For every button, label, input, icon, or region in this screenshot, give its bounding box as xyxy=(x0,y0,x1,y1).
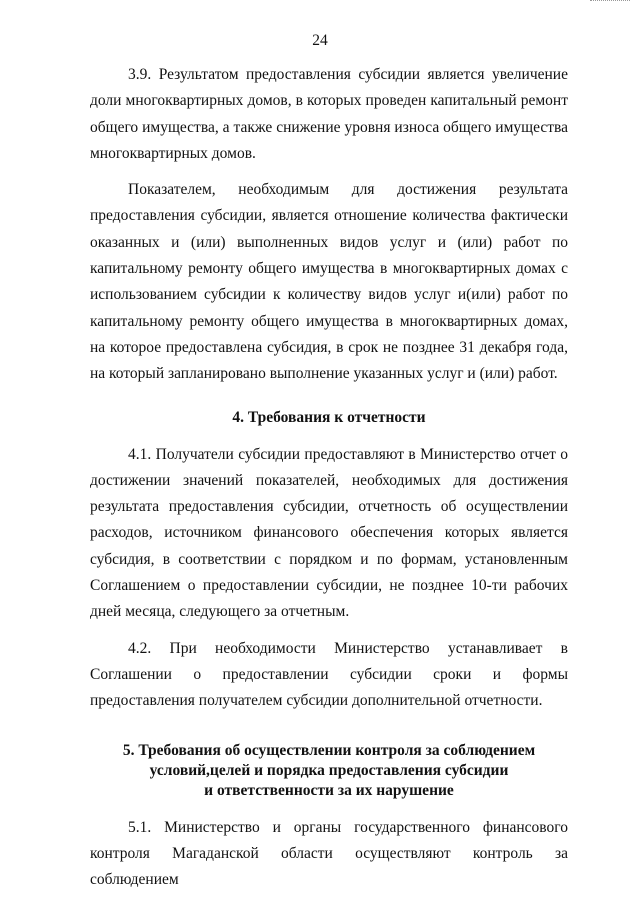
section-5-heading-line-3: и ответственности за их нарушение xyxy=(204,781,454,799)
paragraph-4-2: 4.2. При необходимости Министерство устанавливает в Соглашении о предоставлении субсидии сроки и формы предоставления получателем субсидии дополнительной отчетности. xyxy=(90,639,568,710)
section-5-heading xyxy=(90,741,568,801)
section-5-heading-line-1: 5. Требования об осуществлении контроля за соблюдением xyxy=(122,741,536,759)
paragraph-3-9: 3.9. Результатом предоставления субсидии является увеличение доли многоквартирных домов, в которых проведен капитальный ремонт общего имущества, а также снижение уровня износа общего имущества многоквартирных домов. xyxy=(90,66,568,162)
page-number: 24 xyxy=(312,32,328,49)
paragraph-indicator: Показателем, необходимым для достижения результата предоставления субсидии, является отношение количества фактически оказанных и (или) выполненных видов услуг и (или) работ по капитальному ремонту общего имущества в многоквартирных домах с использованием субсидии к количеству видов услуг и(или) работ по капитальному ремонту общего имущества в многоквартирных домах, на которое предоставлена субсидия, в срок не позднее 31 декабря года, на который запланировано выполнение указанных услуг и (или) работ. xyxy=(90,181,568,383)
scan-corner-mark xyxy=(590,0,630,3)
section-4-heading: 4. Требования к отчетности xyxy=(232,408,426,426)
paragraph-5-1: 5.1. Министерство и органы государственного финансового контроля Магаданской области осуществляют контроль за соблюдением xyxy=(90,818,568,889)
document-body xyxy=(90,62,568,893)
section-5-heading-line-2: условий,целей и порядка предоставления субсидии xyxy=(149,761,509,779)
paragraph-4-1: 4.1. Получатели субсидии предоставляют в Министерство отчет о достижении значений показателей, необходимых для достижения результата предоставления субсидии, отчетность об осуществлении расходов, источником финансового обеспечения которых является субсидия, в соответствии с порядком и по формам, установленным Соглашением о предоставлении субсидии, не позднее 10-ти рабочих дней месяца, следующего за отчетным. xyxy=(90,445,568,621)
